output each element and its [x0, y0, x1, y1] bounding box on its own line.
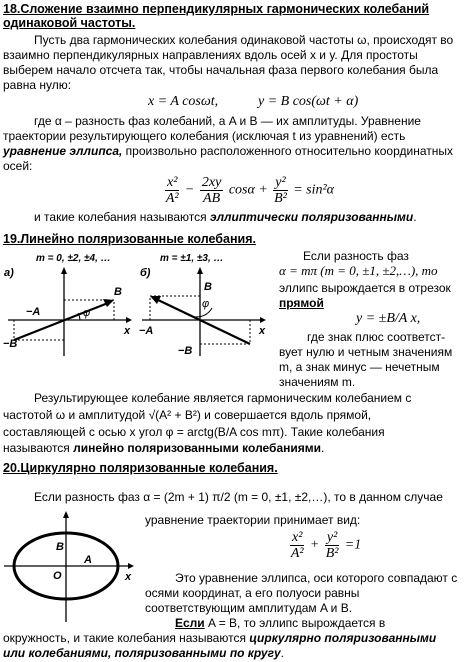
x-axis-arrow-c	[128, 563, 134, 569]
phi-label-b: φ	[202, 298, 210, 310]
s18-paragraph-1-line2: взаимно перпендикулярных направлениях вдоль осей x и y. Для простоты	[3, 48, 418, 62]
s18-paragraph-2-line3: уравнение эллипса, произвольно расположенного относительно координатных	[3, 144, 453, 158]
s19-paragraph-line2: частотой ω и амплитудой √(A² + B²) и совершается вдоль прямой,	[3, 408, 372, 422]
x-label-a: x	[124, 325, 131, 337]
A-label-c: A	[84, 554, 92, 566]
ellipse-canonical-equation: $\frac{\text{x²}}{\text{A²}}$ + $\frac{\text{y²}}{\text{B²}}$ =1	[290, 530, 362, 561]
phi-label-a: φ	[83, 307, 91, 319]
s18-title-line2: одинаковой частоты.	[3, 16, 136, 30]
O-label-c: O	[53, 570, 62, 582]
s19-paragraph-line1: Результирующее колебание является гармоническим колебанием с	[34, 391, 412, 405]
term-circular-polarization: циркулярно поляризованными	[249, 631, 437, 645]
s19-paragraph-line4: называются линейно поляризованными колебаниями.	[3, 441, 325, 455]
s19-right-line8: значениям m.	[279, 375, 356, 389]
linear-equation: y = ±B/A x,	[356, 311, 421, 326]
s18-title-line1: 18.Сложение взаимно перпендикулярных гармонических колебаний	[3, 2, 430, 16]
s19-right-line7: m, а знак минус — нечетным	[279, 360, 440, 374]
s19-right-line1: Если разность фаз	[303, 249, 409, 263]
s20-right-line4: Если A = B, то эллипс вырождается в	[175, 616, 386, 630]
y-axis-arrow-b	[197, 267, 203, 274]
s18-paragraph-2-line2: траектории результирующего колебания (исключая t из уравнений) есть	[3, 129, 406, 143]
s20-right-line2: осями координат, а его полуоси равны	[145, 586, 360, 600]
y-axis-arrow-a	[61, 267, 67, 274]
figure-linear-polarization-b	[138, 250, 270, 360]
s20-paragraph-line2: уравнение траектории принимает вид:	[145, 513, 361, 527]
s20-right-line3: соответствующим амплитудам A и B.	[145, 601, 353, 615]
s20-paragraph-line1: Если разность фаз α = (2m + 1) π/2 (m = 0, ±1, ±2,…), то в данном случае	[34, 490, 443, 504]
condition-b: m = ±1, ±3, …	[160, 253, 224, 264]
B-label-c: B	[56, 541, 64, 553]
s18-paragraph-2-line4: осей:	[3, 159, 33, 173]
minus-B-label-a: −B	[3, 338, 18, 350]
figure-linear-polarization-a	[2, 250, 134, 360]
s18-paragraph-1-line4: равна нулю:	[3, 78, 72, 92]
s18-paragraph-1-line1: Пусть два гармонических колебания одинаковой частоты ω, происходят во	[34, 33, 454, 47]
s18-paragraph-1-line3: выберем начало отсчета так, чтобы начальная фаза первого колебания была	[3, 63, 439, 77]
term-linear-polarization: линейно поляризованными колебаниями	[73, 441, 322, 455]
term-elliptic-polarization: эллиптически поляризованными	[209, 210, 414, 224]
x-axis-arrow-a	[126, 317, 132, 323]
figure-circular-polarization	[4, 510, 136, 622]
s20-right-line5: окружность, и такие колебания называются циркулярно поляризованными	[3, 631, 437, 645]
x-label-c: x	[125, 571, 132, 583]
s18-paragraph-2-line1: где α – разность фаз колебаний, а A и B — их амплитуды. Уравнение	[34, 114, 421, 128]
x-label-b: x	[259, 325, 266, 337]
s19-paragraph-line3: составляющей с осью x угол φ = arctg(B/A cos mπ). Такие колебания	[3, 425, 385, 439]
y-axis-arrow-c	[63, 511, 69, 518]
s20-right-line6: или колебаниями, поляризованными по кругу.	[3, 646, 285, 660]
s19-right-line2: α = mπ (m = 0, ±1, ±2,…), то	[279, 263, 438, 278]
equation-x: x = A cosωt,	[148, 94, 219, 109]
term-ellipse-equation: уравнение эллипса,	[3, 144, 123, 158]
s19-right-line5: где знак плюс соответст-	[307, 330, 446, 344]
s20-right-line1: Это уравнение эллипса, оси которого совпадают с	[175, 571, 458, 585]
s19-right-line3: эллипс вырождается в отрезок	[279, 281, 451, 295]
B-label-a: B	[114, 286, 122, 298]
s19-right-line6: вует нулю и четным значениям	[279, 345, 453, 359]
condition-a: m = 0, ±2, ±4, …	[36, 253, 111, 264]
ellipse-general-equation: $\frac{\text{x²}}{\text{A²}}$ − $\frac{2xy}{AB}$ cosα + $\frac{\text{y²}}{\text{B²}}$ = sin²α	[165, 175, 335, 206]
resultant-arrow-a	[103, 299, 114, 307]
s19-title: 19.Линейно поляризованные колебания.	[3, 232, 256, 246]
x-axis-arrow-b	[260, 317, 266, 323]
minus-B-label-b: −B	[178, 345, 193, 357]
minus-A-label-a: −A	[26, 306, 41, 318]
s20-title: 20.Циркулярно поляризованные колебания.	[3, 461, 278, 475]
equation-y: y = B cos(ωt + α)	[258, 94, 359, 109]
s19-right-line4: прямой	[279, 296, 324, 310]
panel-label-a: а)	[4, 267, 14, 279]
minus-A-label-b: −A	[139, 325, 154, 337]
s18-paragraph-3: и такие колебания называются эллиптически поляризованными.	[34, 210, 417, 224]
B-label-b: B	[204, 281, 212, 293]
panel-label-b: б)	[140, 267, 151, 279]
